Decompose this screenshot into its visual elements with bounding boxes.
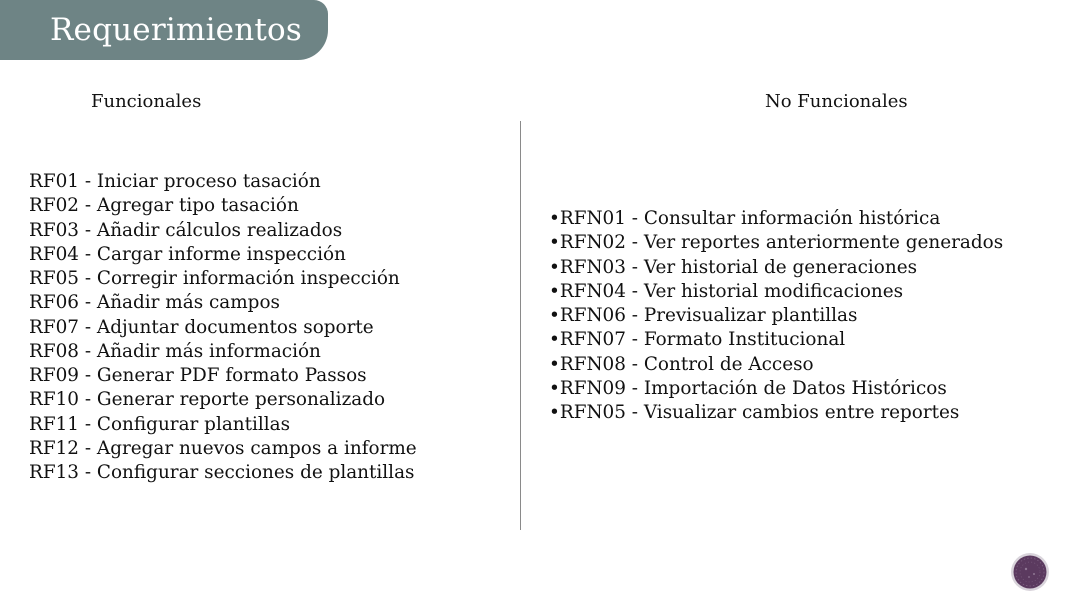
functional-requirement-item: RF13 - Configurar secciones de plantillas [29, 462, 415, 483]
functional-requirement-item: RF07 - Adjuntar documentos soporte [29, 316, 374, 338]
purple-circle-logo-icon [1010, 552, 1050, 592]
functional-requirements-list [29, 170, 417, 485]
functional-requirement-item: RF06 - Añadir más campos [29, 292, 280, 314]
functional-requirement-item: RF01 - Iniciar proceso tasación [29, 171, 321, 192]
functional-requirement-item: RF11 - Configurar plantillas [29, 413, 291, 435]
non-functional-requirement-item: •RFN06 - Previsualizar plantillas [549, 305, 858, 326]
non-functional-requirement-item: •RFN05 - Visualizar cambios entre reportes [549, 402, 960, 423]
functional-requirement-item: RF03 - Añadir cálculos realizados [29, 219, 343, 241]
functional-requirement-item: RF10 - Generar reporte personalizado [29, 389, 386, 411]
non-functional-requirement-item: •RFN07 - Formato Institucional [549, 329, 846, 351]
non-functional-requirement-item: •RFN01 - Consultar información histórica [549, 208, 941, 229]
non-functional-heading: No Funcionales [765, 91, 908, 112]
title-banner [0, 0, 328, 60]
functional-requirement-item: RF09 - Generar PDF formato Passos [29, 365, 367, 386]
functional-requirement-item: RF08 - Añadir más información [29, 340, 321, 362]
functional-requirement-item: RF12 - Agregar nuevos campos a informe [29, 437, 417, 459]
non-functional-requirement-item: •RFN02 - Ver reportes anteriormente generados [549, 232, 1004, 254]
column-divider [520, 121, 521, 530]
functional-heading: Funcionales [91, 91, 202, 112]
slide-title: Requerimientos [50, 12, 303, 48]
non-functional-requirement-item: •RFN09 - Importación de Datos Históricos [549, 377, 947, 399]
non-functional-requirements-list [549, 207, 1003, 425]
functional-requirement-item: RF04 - Cargar informe inspección [29, 243, 346, 265]
non-functional-requirement-item: •RFN04 - Ver historial modificaciones [549, 280, 904, 302]
functional-requirement-item: RF02 - Agregar tipo tasación [29, 195, 299, 217]
non-functional-requirement-item: •RFN08 - Control de Acceso [549, 353, 814, 375]
non-functional-requirement-item: •RFN03 - Ver historial de generaciones [549, 256, 918, 278]
functional-requirement-item: RF05 - Corregir información inspección [29, 268, 400, 289]
